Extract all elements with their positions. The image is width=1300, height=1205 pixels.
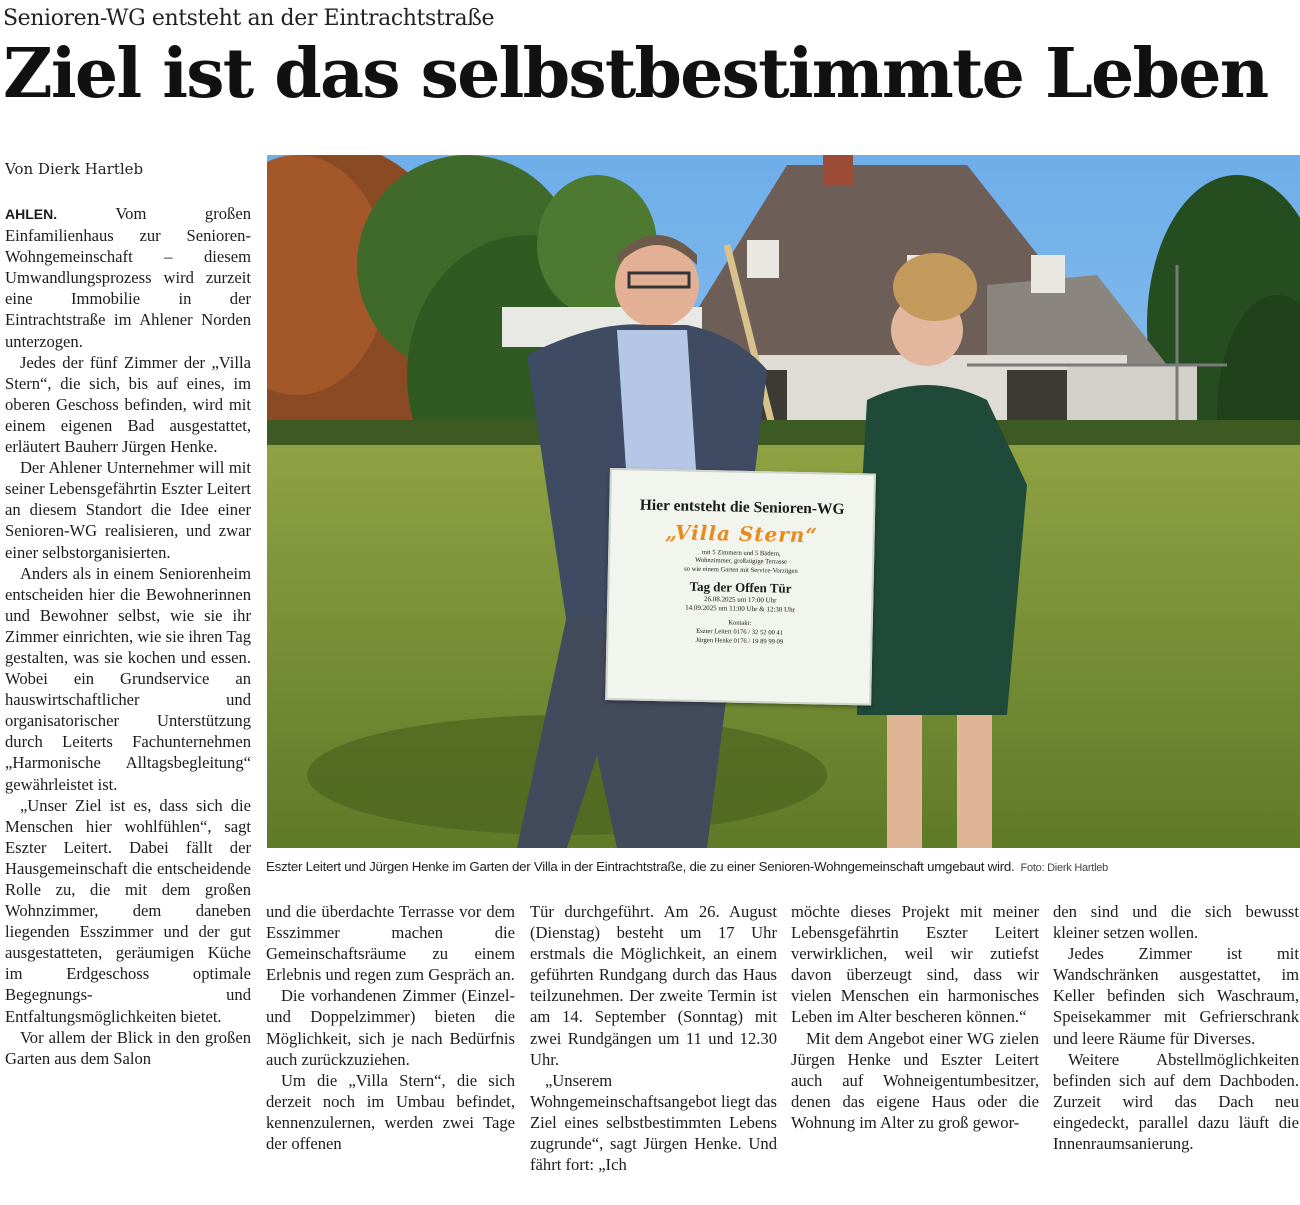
sign-contact-label: Kontakt: (728, 619, 752, 628)
sign-open-day-title: Tag der Offen Tür (689, 578, 792, 597)
photo-caption (266, 859, 1300, 874)
sign-detail-line: mit 5 Zimmern und 5 Bädern, (701, 548, 781, 558)
article-column-4 (791, 901, 1039, 1133)
paragraph: Jedes der fünf Zimmer der „Villa Stern“, die sich, bis auf eines, im oberen Geschoss befinden, wird mit einem eigenen Bad ausgestattet, erläutert Bauherr Jürgen Henke. (5, 352, 251, 457)
article-kicker: Senioren-WG entsteht an der Eintrachtstraße (3, 6, 495, 31)
paragraph: Jedes Zimmer ist mit Wandschränken ausgestattet, im Keller befinden sich Waschraum, Speisekammer mit Gefrierschrank und leere Räume für Diverses. (1053, 944, 1299, 1048)
sign-detail-line: so wie einem Garten mit Service-Vorzügen (684, 565, 798, 575)
paragraph: möchte dieses Projekt mit meiner Lebensgefährtin Eszter Leitert verwirklichen, weil wir zutiefst davon überzeugt sind, dass wir vielen Menschen ein harmonisches Leben im Alter bescheren können.“ (791, 902, 1039, 1027)
article-headline: Ziel ist das selbstbestimmte Leben (3, 34, 1268, 114)
paragraph: Um die „Villa Stern“, die sich derzeit noch im Umbau befindet, kennenzulernen, werden zwei Tage der offenen (266, 1070, 515, 1154)
paragraph: „Unserem Wohngemeinschaftsangebot liegt das Ziel eines selbstbestimmten Lebens zugrunde“, sagt Jürgen Henke. Und fährt fort: „Ich (530, 1070, 777, 1175)
caption-text: Eszter Leitert und Jürgen Henke im Garten der Villa in der Eintrachtstraße, die zu einer Senioren-Wohngemeinschaft umgebaut wird. (266, 859, 1015, 874)
paragraph: Anders als in einem Seniorenheim entscheiden hier die Bewohnerinnen und Bewohner selbst, wie sie ihr Zimmer einrichten, wie sie ihren Tag gestalten, was sie kochen und essen. Wobei ein Grundservice an hauswirtschaftlicher und organisatorischer Unterstützung durch Leiterts Fachunternehmen „Harmonische Alltagsbegleitung“ gewährleistet ist. (5, 563, 251, 794)
paragraph: den sind und die sich bewusst kleiner setzen wollen. (1053, 902, 1299, 943)
sign-contact-line: Jürgen Henke 0176 / 19 89 99 09 (695, 636, 784, 646)
paragraph: Die vorhandenen Zimmer (Einzel- und Doppelzimmer) bieten die Möglichkeit, sich je nach Bedürfnis auch zurückzuziehen. (266, 986, 515, 1069)
sign-title: Hier entsteht die Senioren-WG (639, 496, 845, 518)
sign-date-line: 26.08.2025 um 17:00 Uhr (703, 595, 777, 605)
sign-date-line: 14.09.2025 um 11:00 Uhr & 12:30 Uhr (685, 603, 796, 614)
paragraph: Der Ahlener Unternehmer will mit seiner Lebensgefährtin Eszter Leitert an diesem Standort die Idee einer Senioren-WG realisieren, und zwar einer selbstorganisierten. (5, 458, 251, 562)
article-column-5 (1053, 901, 1299, 1154)
paragraph-text: Vom großen Einfamilienhaus zur Senioren-Wohngemeinschaft – diesem Umwandlungsprozess wird zurzeit eine Immobilie in der Eintrachtstraße im Ahlener Norden unterzogen. (5, 204, 251, 351)
paragraph: Mit dem Angebot einer WG zielen Jürgen Henke und Eszter Leitert auch auf Wohneigentumbesitzer, denen das eigene Haus oder die Wohnung im Alter zu groß gewor- (791, 1028, 1039, 1132)
sign-contact (608, 617, 870, 648)
sign-details (610, 547, 872, 578)
dateline: AHLEN. (5, 206, 58, 222)
villa-stern-sign (605, 468, 876, 706)
paragraph: Tür durchgeführt. Am 26. August (Dienstag) besteht um 17 Uhr erstmals die Möglichkeit, an einem geführten Rundgang durch das Haus teilzunehmen. Der zweite Termin ist am 14. September (Sonntag) mit zwei Rundgängen um 11 und 12.30 Uhr. (530, 902, 777, 1069)
paragraph: und die überdachte Terrasse vor dem Esszimmer machen die Gemeinschaftsräume zu einem Erlebnis und regen zum Gespräch an. (266, 902, 515, 985)
paragraph: „Unser Ziel ist es, dass sich die Menschen hier wohlfühlen“, sagt Eszter Leitert. Dabei fällt der Hausgemeinschaft die entscheidende Rolle zu, die mit dem großen Wohnzimmer, dem daneben liegenden Esszimmer und der gut ausgestatteten, geräumigen Küche im Erdgeschoss optimale Begegnungs- und Entfaltungsmöglichkeiten bietet. (5, 795, 251, 1026)
paragraph: Vor allem der Blick in den großen Garten aus dem Salon (5, 1027, 251, 1068)
paragraph (5, 203, 251, 352)
article-column-2 (266, 901, 515, 1154)
paragraph: Weitere Abstellmöglichkeiten befinden sich auf dem Dachboden. Zurzeit wird das Dach neu eingedeckt, parallel dazu läuft die Innenraumsanierung. (1053, 1049, 1299, 1154)
article-column-1 (5, 203, 251, 1069)
article-column-3 (530, 901, 777, 1175)
photo-credit: Foto: Dierk Hartleb (1020, 862, 1109, 874)
sign-detail-line: Wohnzimmer, großzügige Terrasse (695, 557, 788, 567)
sign-contact-line: Eszter Leitert 0176 / 32 52 00 41 (696, 627, 784, 637)
sign-name: „Villa Stern“ (665, 520, 819, 548)
article-byline: Von Dierk Hartleb (5, 160, 144, 178)
